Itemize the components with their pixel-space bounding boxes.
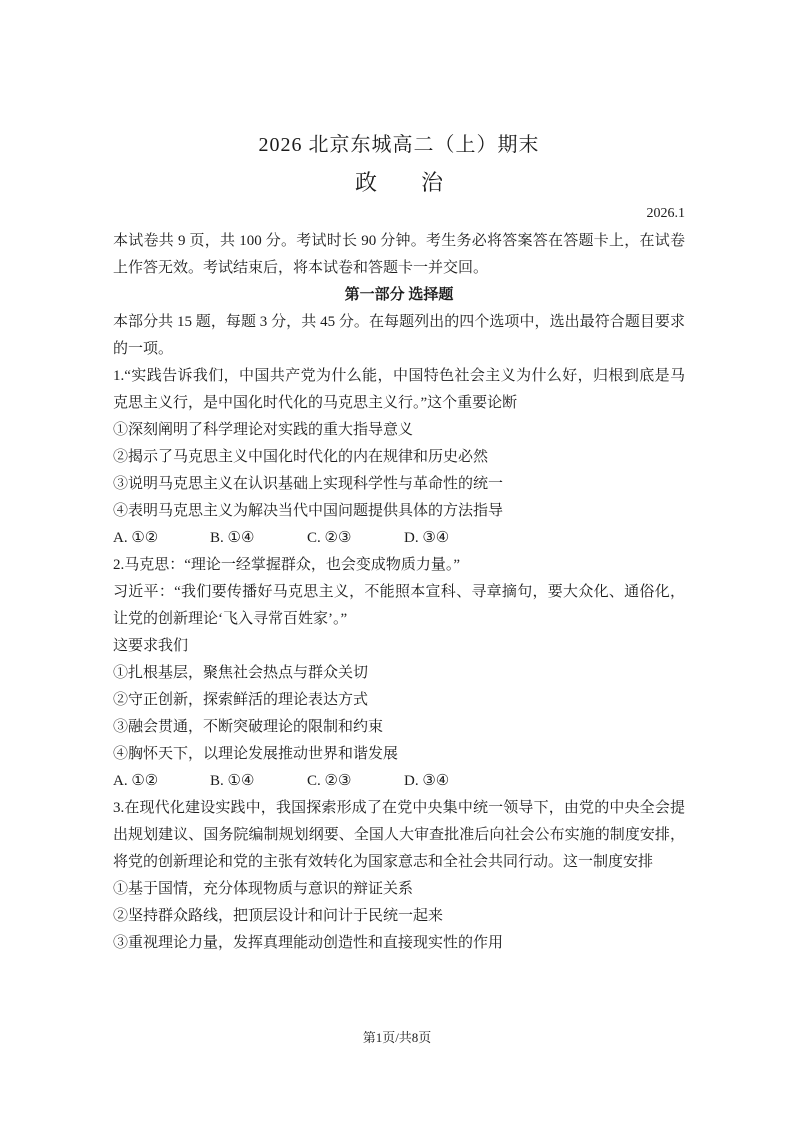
exam-subject: 政 治 — [354, 170, 443, 195]
question-1-option-3: ③说明马克思主义在认识基础上实现科学性与革命性的统一 — [113, 476, 504, 492]
question-3-stem: 3.在现代化建设实践中，我国探索形成了在党中央集中统一领导下，由党的中央全会提出规划建议、国务院编制规划纲要、全国人大审查批准后向社会公布实施的制度安排，将党的创新理论和党的主张有效转化为国家意志和全社会共同行动。这一制度安排 — [113, 800, 685, 870]
question-1-answer-c: C. ②③ — [307, 530, 352, 546]
exam-title: 2026 北京东城高二（上）期末 — [258, 134, 540, 156]
question-2-stem-line-1: 2.马克思：“理论一经掌握群众，也会变成物质力量。” — [113, 557, 461, 573]
question-3-option-3: ③重视理论力量，发挥真理能动创造性和直接现实性的作用 — [113, 935, 504, 951]
page-content — [0, 133, 794, 957]
part1-heading: 第一部分 选择题 — [344, 287, 454, 303]
question-2-answer-b: B. ①④ — [210, 773, 255, 789]
question-1-option-2: ②揭示了马克思主义中国化时代化的内在规律和历史必然 — [113, 449, 489, 465]
question-2-answer-c: C. ②③ — [307, 773, 352, 789]
question-2-option-3: ③融会贯通，不断突破理论的限制和约束 — [113, 719, 384, 735]
question-2-answer-a: A. ①② — [113, 773, 159, 789]
question-2-option-1: ①扎根基层，聚焦社会热点与群众关切 — [113, 665, 369, 681]
question-1 — [113, 363, 685, 552]
question-2-option-4: ④胸怀天下，以理论发展推动世界和谐发展 — [113, 746, 399, 762]
question-1-option-1: ①深刻阐明了科学理论对实践的重大指导意义 — [113, 422, 414, 438]
exam-instructions: 本试卷共 9 页，共 100 分。考试时长 90 分钟。考生务必将答案答在答题卡上，在试卷上作答无效。考试结束后，将本试卷和答题卡一并交回。 — [113, 233, 685, 276]
page-number: 第1页/共8页 — [362, 1030, 432, 1045]
question-1-answer-b: B. ①④ — [210, 530, 255, 546]
question-2-stem-line-2: 习近平：“我们要传播好马克思主义，不能照本宣科、寻章摘句，要大众化、通俗化，让党的创新理论‘飞入寻常百姓家’。” — [113, 584, 685, 627]
question-3 — [113, 795, 685, 957]
question-1-option-4: ④表明马克思主义为解决当代中国问题提供具体的方法指导 — [113, 503, 504, 519]
question-1-answer-row — [113, 525, 685, 552]
question-2-option-2: ②守正创新，探索鲜活的理论表达方式 — [113, 692, 369, 708]
question-2 — [113, 552, 685, 795]
question-2-answer-d: D. ③④ — [404, 773, 450, 789]
exam-date: 2026.1 — [646, 206, 685, 221]
question-2-stem-line-3: 这要求我们 — [113, 638, 189, 654]
question-1-answer-d: D. ③④ — [404, 530, 450, 546]
question-3-option-1: ①基于国情，充分体现物质与意识的辩证关系 — [113, 881, 414, 897]
part1-description: 本部分共 15 题，每题 3 分，共 45 分。在每题列出的四个选项中，选出最符合题目要求的一项。 — [113, 314, 685, 357]
question-1-stem: 1.“实践告诉我们，中国共产党为什么能，中国特色社会主义为什么好，归根到底是马克思主义行，是中国化时代化的马克思主义行。”这个重要论断 — [113, 368, 685, 411]
question-3-option-2: ②坚持群众路线，把顶层设计和问计于民统一起来 — [113, 908, 444, 924]
question-1-answer-a: A. ①② — [113, 530, 159, 546]
question-2-answer-row — [113, 768, 685, 795]
